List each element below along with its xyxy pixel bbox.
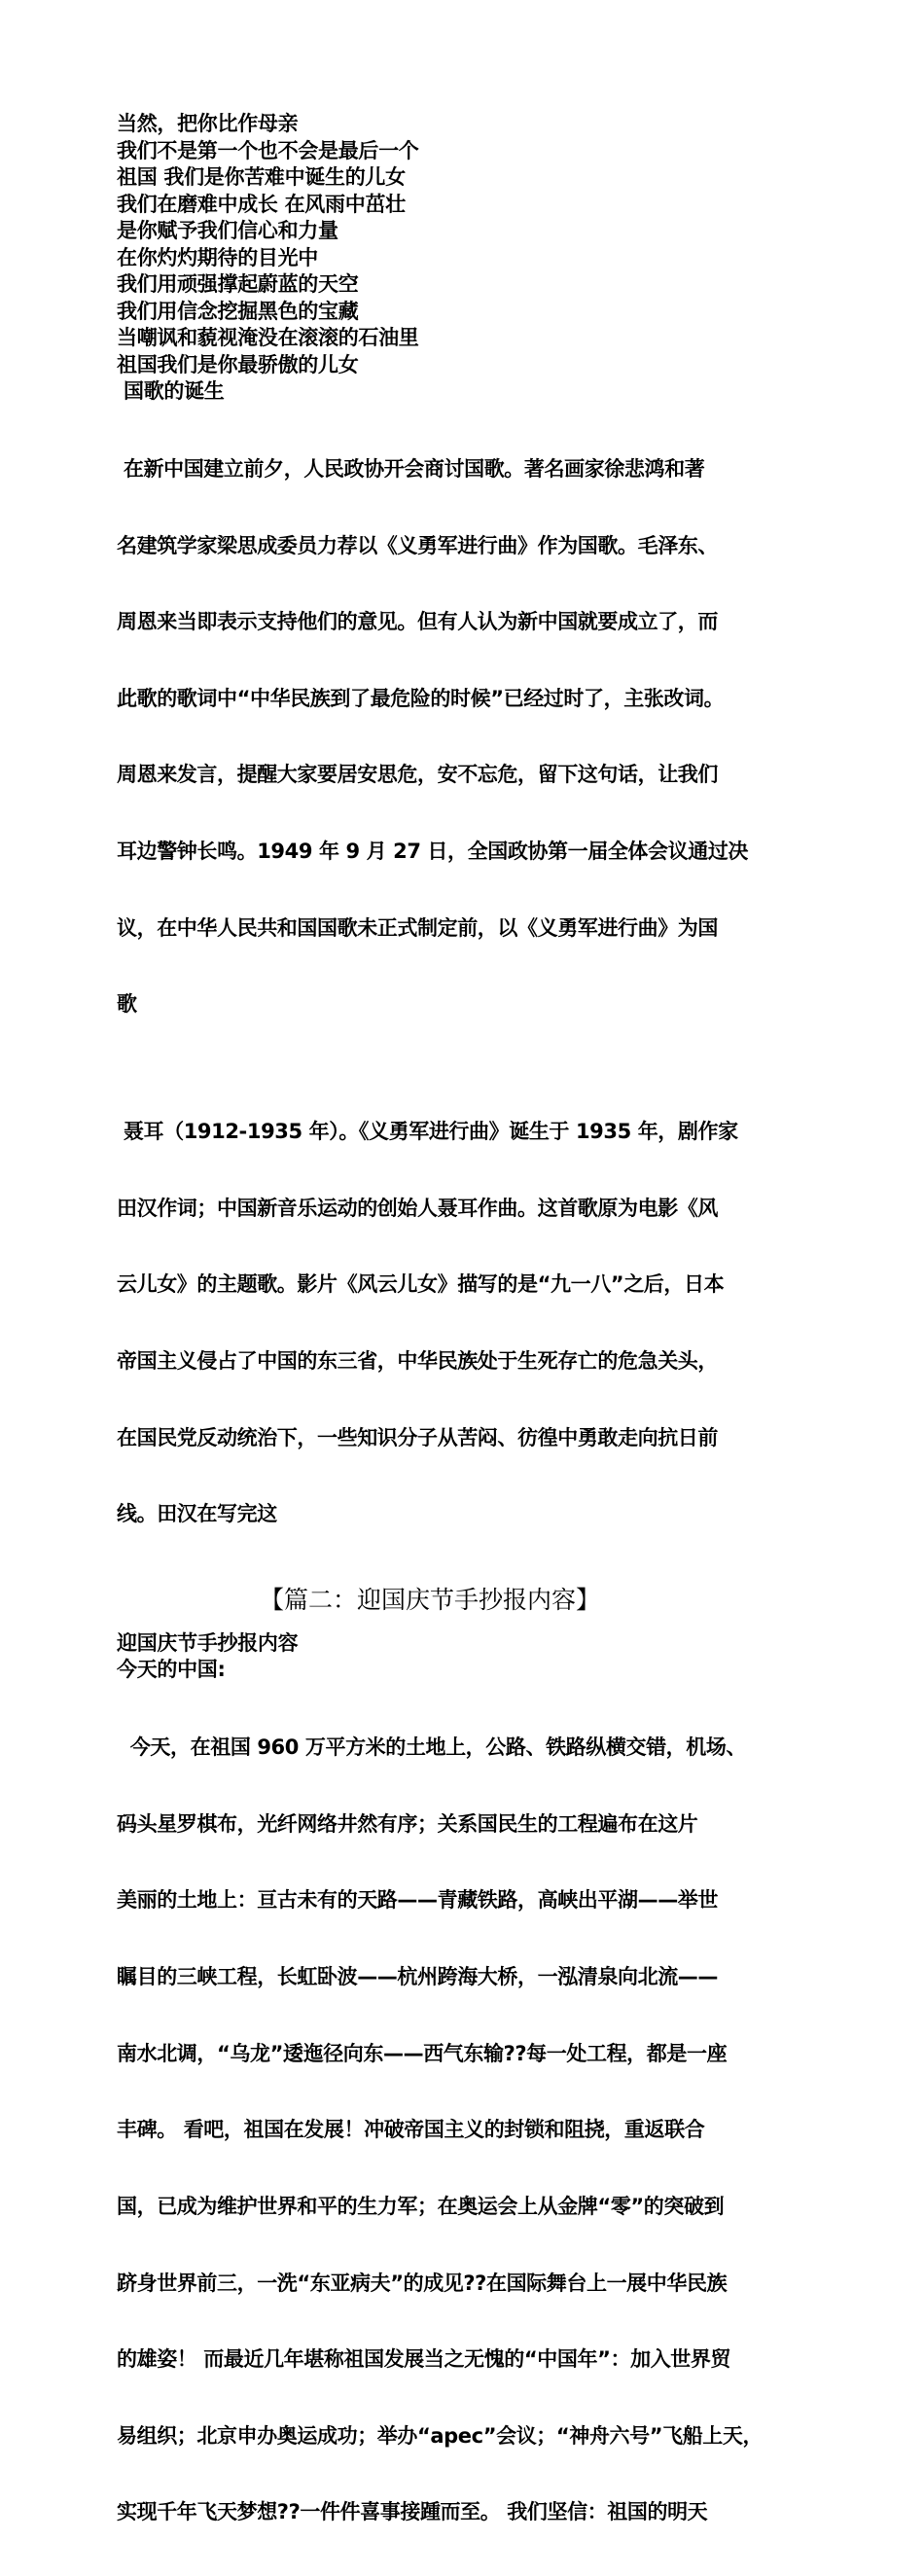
paragraph-line: 帝国主义侵占了中国的东三省，中华民族处于生死存亡的危急关头， — [117, 1349, 718, 1374]
paragraph-line: 线。田汉在写完这 — [117, 1502, 277, 1526]
paragraph-line: 名建筑学家梁思成委员力荐以《义勇军进行曲》作为国歌。毛泽东、 — [117, 533, 718, 557]
anthem-title: 国歌的诞生 — [117, 379, 225, 403]
paragraph-line: 实现千年飞天梦想??一件件喜事接踵而至。 我们坚信：祖国的明天 — [117, 2500, 708, 2524]
paragraph-line: 丰碑。 看吧，祖国在发展！冲破帝国主义的封锁和阻挠，重返联合 — [117, 2118, 705, 2142]
poem-line: 当然，把你比作母亲 — [117, 112, 299, 135]
poem-line: 祖国 我们是你苦难中诞生的儿女 — [117, 165, 406, 189]
document-body — [117, 111, 817, 2576]
today-title: 今天的中国: — [117, 1658, 226, 1682]
paragraph-line: 耳边警钟长鸣。1949 年 9 月 27 日，全国政协第一届全体会议通过决 — [117, 839, 749, 863]
paragraph-line: 聂耳（1912-1935 年）。《义勇军进行曲》诞生于 1935 年，剧作家 — [117, 1120, 738, 1144]
poem-line: 我们用顽强撑起蔚蓝的天空 — [117, 272, 359, 296]
anthem-paragraph-2 — [117, 1068, 817, 1578]
paragraph-line: 云儿女》的主题歌。影片《风云儿女》描写的是“九一八”之后，日本 — [117, 1272, 725, 1297]
poem-line: 是你赋予我们信心和力量 — [117, 219, 338, 242]
paragraph-line: 的雄姿！ 而最近几年堪称祖国发展当之无愧的“中国年”：加入世界贸 — [117, 2347, 731, 2372]
paragraph-line: 议，在中华人民共和国国歌未正式制定前，以《义勇军进行曲》为国 — [117, 915, 718, 940]
paragraph-line: 在国民党反动统治下，一些知识分子从苦闷、彷徨中勇敢走向抗日前 — [117, 1425, 718, 1449]
paragraph-line: 周恩来发言，提醒大家要居安思危，安不忘危，留下这句话，让我们 — [117, 763, 718, 787]
paragraph-line: 此歌的歌词中“中华民族到了最危险的时候”已经过时了，主张改词。 — [117, 686, 725, 710]
poem-line: 在你灼灼期待的目光中 — [117, 245, 318, 269]
paragraph-line: 易组织；北京申办奥运成功；举办“apec”会议；“神舟六号”飞船上天， — [117, 2423, 764, 2448]
paragraph-line: 国，已成为维护世界和平的生力军；在奥运会上从金牌“零”的突破到 — [117, 2194, 725, 2218]
anthem-paragraph-1 — [117, 406, 817, 1068]
paragraph-line: 美丽的土地上：亘古未有的天路——青藏铁路，高峡出平湖——举世 — [117, 1888, 718, 1913]
paragraph-line: 田汉作词；中国新音乐运动的创始人聂耳作曲。这首歌原为电影《风 — [117, 1196, 718, 1220]
paragraph-line: 南水北调，“乌龙”逶迤径向东——西气东输??每一处工程，都是一座 — [117, 2041, 728, 2065]
paragraph-line: 歌 — [117, 992, 137, 1017]
poem-line: 祖国我们是你最骄傲的儿女 — [117, 352, 359, 376]
poem-line: 我们不是第一个也不会是最后一个 — [117, 138, 419, 162]
poem-line: 我们在磨难中成长 在风雨中茁壮 — [117, 192, 406, 216]
paragraph-line: 跻身世界前三，一洗“东亚病夫”的成见??在国际舞台上一展中华民族 — [117, 2271, 728, 2295]
poem-line: 我们用信念挖掘黑色的宝藏 — [117, 299, 359, 323]
paragraph-line: 今天，在祖国 960 万平方米的土地上，公路、铁路纵横交错，机场、 — [117, 1735, 747, 1760]
paragraph-line: 在新中国建立前夕，人民政协开会商讨国歌。著名画家徐悲鸿和著 — [117, 456, 705, 481]
poem-line: 当嘲讽和藐视淹没在滚滚的石油里 — [117, 326, 419, 349]
paragraph-line: 周恩来当即表示支持他们的意见。但有人认为新中国就要成立了，而 — [117, 610, 718, 634]
paragraph-line: 码头星罗棋布，光纤网络井然有序；关系国民生的工程遍布在这片 — [117, 1811, 698, 1836]
section-title: 迎国庆节手抄报内容 — [117, 1630, 299, 1655]
section-heading: 【篇二：迎国庆节手抄报内容】 — [259, 1585, 600, 1614]
paragraph-line: 瞩目的三峡工程，长虹卧波——杭州跨海大桥，一泓清泉向北流—— — [117, 1965, 718, 1989]
poem-block — [117, 111, 817, 378]
today-paragraph — [117, 1684, 817, 2576]
